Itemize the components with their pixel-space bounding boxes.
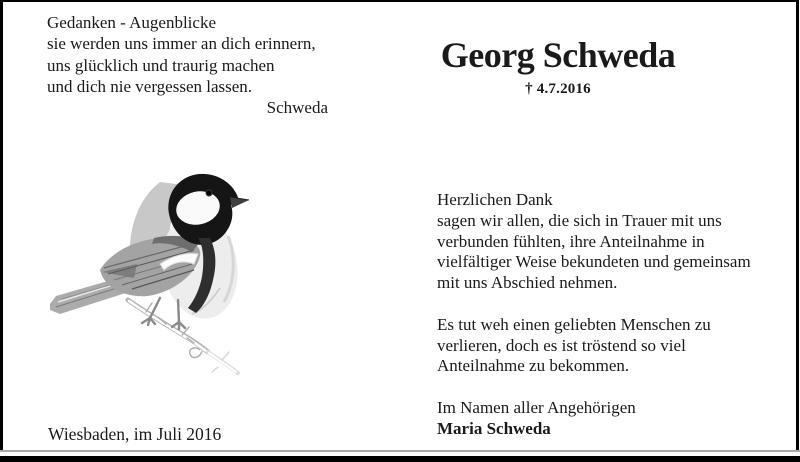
thanks-line: verlieren, doch es ist tröstend so viel [437,335,686,355]
thanks-paragraph-2 [437,315,777,377]
death-date [408,81,708,98]
verse-line: und dich nie vergessen lassen. [47,76,253,96]
deceased-name: Georg Schweda [440,35,676,75]
dagger-icon: † [525,81,533,97]
thanks-line: vielfältiger Weise bekundeten und gemeinsam [437,252,751,272]
deceased-header [408,36,708,98]
death-date-value: 4.7.2016 [536,81,591,97]
place-and-date: Wiesbaden, im Juli 2016 [48,424,222,444]
signatory-name: Maria Schweda [437,418,551,438]
closing-block [437,398,777,440]
verse-line: uns glücklich und traurig machen [47,55,275,75]
closing-line: Im Namen aller Angehörigen [437,397,636,417]
thanks-line: sagen wir allen, die sich in Trauer mit uns [437,210,722,230]
thanks-line: Es tut weh einen geliebten Menschen zu [437,314,711,334]
bottom-divider-line [0,450,800,452]
bottom-black-bar [0,456,800,462]
great-tit-illustration [42,152,272,392]
verse-line: sie werden uns immer an dich erinnern, [47,34,316,54]
memorial-verse [47,12,330,118]
thanks-line: Anteilnahme zu bekommen. [437,356,630,376]
verse-line: Gedanken - Augenblicke [47,13,216,32]
verse-signature: Schweda [266,98,328,118]
thanks-paragraph-1 [437,190,777,294]
thanks-line: mit uns Abschied nehmen. [437,273,618,293]
thanks-line: Herzlichen Dank [437,190,553,209]
thanks-line: verbunden fühlten, ihre Anteilnahme in [437,231,705,251]
thank-you-text [437,190,777,440]
